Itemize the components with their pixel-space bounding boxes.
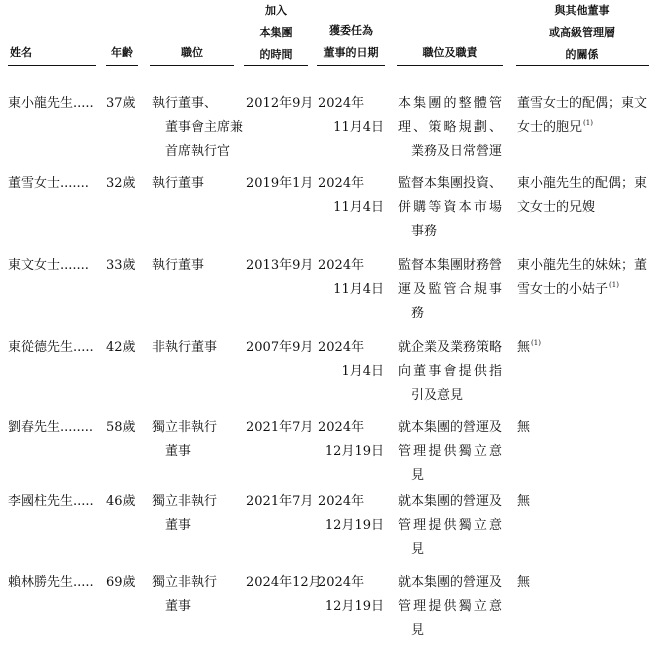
joined-date: 2024年12月 bbox=[246, 575, 322, 590]
joined-date: 2019年1月 bbox=[246, 176, 314, 191]
header-joined bbox=[245, 0, 307, 66]
footnote-marker: (1) bbox=[531, 339, 541, 347]
director-name: 賴林勝先生..... bbox=[8, 575, 94, 590]
director-relation-line: 無$^{(1)}$ bbox=[517, 339, 541, 355]
director-relation bbox=[517, 416, 647, 440]
director-position-line: 董事 bbox=[165, 599, 192, 614]
director-duties-line: 事務 bbox=[411, 224, 438, 239]
header-joined-line2: 本集團 bbox=[259, 26, 293, 39]
director-position-line: 獨立非執行 bbox=[152, 575, 218, 590]
header-appointed bbox=[318, 20, 384, 64]
director-position bbox=[152, 92, 243, 164]
director-position bbox=[152, 416, 217, 464]
director-relation bbox=[517, 172, 647, 220]
appointed-date-line: 2024年 bbox=[318, 420, 365, 435]
appointed-date bbox=[318, 254, 384, 302]
director-duties-line: 監督本集團投資、 bbox=[398, 176, 503, 191]
director-position-line: 董事會主席兼 bbox=[165, 120, 244, 135]
director-duties bbox=[398, 172, 502, 244]
header-rule-age bbox=[106, 65, 138, 66]
director-duties bbox=[398, 92, 502, 164]
director-duties-line: 見 bbox=[411, 542, 425, 557]
footnote-marker: (1) bbox=[609, 281, 619, 289]
director-name: 劉春先生........ bbox=[8, 420, 94, 435]
director-relation bbox=[517, 254, 647, 302]
header-joined-line1: 加入 bbox=[265, 4, 287, 17]
header-name: 姓名 bbox=[10, 46, 32, 59]
appointed-date-line: 2024年 bbox=[318, 494, 365, 509]
director-age: 58歲 bbox=[106, 420, 136, 435]
director-age: 46歲 bbox=[106, 494, 136, 509]
header-relation-line2: 或高級管理層 bbox=[549, 26, 615, 39]
appointed-date bbox=[318, 571, 384, 619]
header-rule-name bbox=[8, 65, 96, 66]
header-appointed-line2: 董事的日期 bbox=[323, 46, 379, 59]
joined-date: 2021年7月 bbox=[246, 494, 314, 509]
director-relation-line: 東小龍先生的妹妹；董 bbox=[517, 258, 648, 273]
director-position bbox=[152, 254, 204, 278]
director-age: 32歲 bbox=[106, 176, 136, 191]
director-duties-line: 就企業及業務策略 bbox=[398, 340, 503, 355]
director-name: 董雪女士....... bbox=[8, 176, 89, 191]
director-duties-line: 監督本集團財務營 bbox=[398, 258, 503, 273]
header-rule-relation bbox=[516, 65, 649, 66]
director-name: 東從德先生..... bbox=[8, 340, 94, 355]
appointed-date-line: 2024年 bbox=[318, 96, 365, 111]
appointed-date bbox=[318, 490, 384, 538]
header-rule-joined bbox=[244, 65, 308, 66]
director-relation bbox=[517, 490, 647, 514]
footnote-marker: (1) bbox=[583, 119, 593, 127]
director-age: 69歲 bbox=[106, 575, 136, 590]
director-relation-line: 無 bbox=[517, 575, 531, 590]
joined-date: 2021年7月 bbox=[246, 420, 314, 435]
director-duties-line: 本集團的整體管 bbox=[398, 96, 502, 111]
director-duties-line: 管理提供獨立意 bbox=[398, 518, 502, 533]
director-position-line: 非執行董事 bbox=[152, 340, 218, 355]
appointed-date-line: 12月19日 bbox=[324, 599, 384, 614]
director-name: 東文女士....... bbox=[8, 258, 89, 273]
appointed-date-line: 2024年 bbox=[318, 176, 365, 191]
header-age: 年齡 bbox=[111, 46, 133, 59]
director-duties bbox=[398, 571, 502, 643]
director-position-line: 首席執行官 bbox=[165, 144, 231, 159]
header-duties: 職位及職責 bbox=[422, 46, 478, 59]
appointed-date bbox=[318, 416, 384, 464]
director-duties-line: 理、策略規劃、 bbox=[398, 120, 502, 135]
director-duties-line: 運及監管合規事 bbox=[398, 282, 502, 297]
director-relation-line: 無 bbox=[517, 420, 531, 435]
director-name: 李國柱先生..... bbox=[8, 494, 94, 509]
appointed-date bbox=[318, 172, 384, 220]
director-relation-line: 無 bbox=[517, 494, 531, 509]
director-duties-line: 就本集團的營運及 bbox=[398, 575, 503, 590]
director-position-line: 執行董事 bbox=[152, 258, 205, 273]
director-duties-line: 管理提供獨立意 bbox=[398, 599, 502, 614]
appointed-date-line: 1月4日 bbox=[341, 364, 384, 379]
director-position-line: 董事 bbox=[165, 444, 192, 459]
director-position-line: 執行董事 bbox=[152, 176, 205, 191]
director-duties-line: 併購等資本市場 bbox=[398, 200, 502, 215]
director-duties-line: 見 bbox=[411, 468, 425, 483]
director-duties-line: 管理提供獨立意 bbox=[398, 444, 502, 459]
director-age: 33歲 bbox=[106, 258, 136, 273]
director-duties bbox=[398, 416, 502, 488]
joined-date: 2013年9月 bbox=[246, 258, 314, 273]
director-duties-line: 業務及日常營運 bbox=[411, 144, 503, 159]
director-relation-line: 女士的胞兄$^{(1)}$ bbox=[517, 119, 593, 135]
appointed-date-line: 11月4日 bbox=[333, 200, 384, 215]
director-position-line: 獨立非執行 bbox=[152, 494, 218, 509]
director-relation bbox=[517, 336, 647, 360]
director-duties bbox=[398, 336, 502, 408]
director-relation-line: 文女士的兄嫂 bbox=[517, 200, 596, 215]
director-relation-line: 雪女士的小姑子$^{(1)}$ bbox=[517, 281, 619, 297]
director-duties-line: 就本集團的營運及 bbox=[398, 420, 503, 435]
director-duties-line: 務 bbox=[411, 306, 425, 321]
appointed-date-line: 2024年 bbox=[318, 258, 365, 273]
director-relation-line: 東小龍先生的配偶；東 bbox=[517, 176, 648, 191]
director-duties-line: 就本集團的營運及 bbox=[398, 494, 503, 509]
director-position bbox=[152, 490, 217, 538]
appointed-date-line: 12月19日 bbox=[324, 444, 384, 459]
director-position-line: 獨立非執行 bbox=[152, 420, 218, 435]
director-position bbox=[152, 571, 217, 619]
director-relation bbox=[517, 571, 647, 595]
director-duties bbox=[398, 490, 502, 562]
appointed-date-line: 11月4日 bbox=[333, 120, 384, 135]
header-relation-line3: 的關係 bbox=[565, 48, 599, 61]
appointed-date-line: 12月19日 bbox=[324, 518, 384, 533]
appointed-date-line: 2024年 bbox=[318, 340, 365, 355]
director-age: 37歲 bbox=[106, 96, 136, 111]
director-name: 東小龍先生..... bbox=[8, 96, 94, 111]
appointed-date-line: 11月4日 bbox=[333, 282, 384, 297]
joined-date: 2007年9月 bbox=[246, 340, 314, 355]
director-relation bbox=[517, 92, 647, 140]
header-appointed-line1: 獲委任為 bbox=[329, 24, 373, 37]
director-age: 42歲 bbox=[106, 340, 136, 355]
director-duties-line: 引及意見 bbox=[411, 388, 464, 403]
director-duties bbox=[398, 254, 502, 326]
joined-date: 2012年9月 bbox=[246, 96, 314, 111]
header-relation-line1: 與其他董事 bbox=[554, 4, 610, 17]
director-relation-line: 董雪女士的配偶；東文 bbox=[517, 96, 648, 111]
director-position-line: 執行董事、 bbox=[152, 96, 218, 111]
director-duties-line: 見 bbox=[411, 623, 425, 638]
director-position-line: 董事 bbox=[165, 518, 192, 533]
appointed-date bbox=[318, 336, 384, 384]
header-rule-appointed bbox=[317, 65, 385, 66]
header-rule-duties bbox=[397, 65, 503, 66]
director-position bbox=[152, 336, 217, 360]
director-duties-line: 向董事會提供指 bbox=[398, 364, 502, 379]
header-joined-line3: 的時間 bbox=[259, 48, 293, 61]
header-rule-position bbox=[150, 65, 234, 66]
header-position: 職位 bbox=[181, 46, 203, 59]
appointed-date bbox=[318, 92, 384, 140]
director-position bbox=[152, 172, 204, 196]
appointed-date-line: 2024年 bbox=[318, 575, 365, 590]
header-relation bbox=[517, 0, 647, 66]
